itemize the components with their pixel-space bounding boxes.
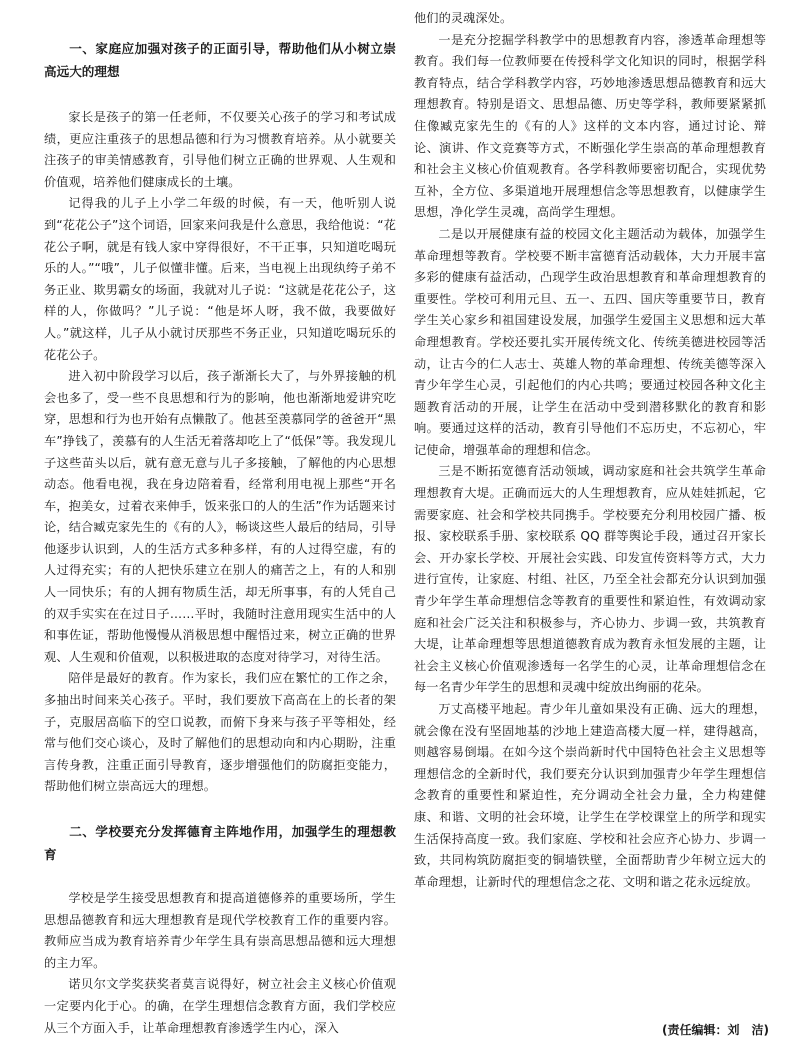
section-heading-1: 一、家庭应加强对孩子的正面引导，帮助他们从小树立崇高远大的理想 xyxy=(44,41,396,79)
top-margin xyxy=(44,0,396,37)
section-gap xyxy=(44,798,396,820)
heading-gap xyxy=(44,83,396,107)
top-margin-right xyxy=(414,0,766,8)
editor-credit: (责任编辑：刘 洁) xyxy=(662,1023,769,1037)
paragraph-companionship: 陪伴是最好的教育。作为家长，我们应在繁忙的工作之余，多抽出时间来关心孩子。平时，我们要放下高高在上的长者的架子，克服居高临下的空口说教，而俯下身来与孩子平等相处，经常与他们交心谈心，及时了解他们的思想动向和内心期盼，注重言传身教，注重正面引导教育，逐步增强他们的防腐拒变能力，帮助他们树立崇高远大的理想。 xyxy=(44,671,396,794)
paragraph-conclusion: 万丈高楼平地起。青少年儿童如果没有正确、远大的理想，就会像在没有坚固地基的沙地上建造高楼大厦一样，建得越高，则越容易倒塌。在如今这个崇尚新时代中国特色社会主义思想等理想信念的全新时代，我们要充分认识到加强青少年学生理想信念教育的重要性和紧迫性，充分调动全社会力量，全力构建健康、和谐、文明的社会环境，让学生在学校课堂上的所学和现实生活保持高度一致。我们家庭、学校和社会应齐心协力、步调一致，共同构筑防腐拒变的铜墙铁壁，全面帮助青少年树立远大的革命理想，让新时代的理想信念之花、文明和谐之花永远绽放。 xyxy=(414,702,766,889)
paragraph-playboy-story: 记得我的儿子上小学二年级的时候，有一天，他听别人说到“花花公子”这个词语，回家来问我是什么意思，我给他说：“花花公子啊，就是有钱人家中穿得很好，不干正事，只知道吃喝玩乐的人。”“哦”，儿子似懂非懂。后来，当电视上出现纨绔子弟不务正业、欺男霸女的场面，我就对儿子说：“这就是花花公子，这样的人，你做吗？”儿子说：“他是坏人呀，我不做，我要做好人。”就这样，儿子从小就讨厌那些不务正业，只知道吃喝玩乐的花花公子。 xyxy=(44,196,396,362)
paragraph-point-three: 三是不断拓宽德育活动领域，调动家庭和社会共筑学生革命理想教育大堤。正确而远大的人生理想教育，应从娃娃抓起，它需要家庭、社会和学校共同携手。学校要充分利用校园广播、板报、家校联系手册、家校联系 QQ 群等舆论手段，通过召开家长会、开办家长学校、开展社会实践、印发宣传资料等方式，大力进行宣传，让家庭、村组、社区，乃至全社会都充分认识到加强青少年学生革命理想信念等教育的重要性和紧迫性，有效调动家庭和社会广泛关注和积极参与，齐心协力、步调一致，共筑教育大堤，让革命理想等思想道德教育成为教育永恒发展的主题，让社会主义核心价值观渗透每一名学生的心灵，让革命理想信念在每一名青少年学生的思想和灵魂中绽放出绚丽的花朵。 xyxy=(414,464,766,695)
paragraph-point-two: 二是以开展健康有益的校园文化主题活动为载体，加强学生革命理想等教育。学校要不断丰富德育活动载体，大力开展丰富多彩的健康有益活动，凸现学生政治思想教育和革命理想教育的重要性。学校可利用元旦、五一、五四、国庆等重要节日，教育学生关心家乡和祖国建设发展，加强学生爱国主义思想和远大革命理想教育。学校还要扎实开展传统文化、传统美德进校园等活动，让古今的仁人志士、英雄人物的革命理想、传统美德等深入青少年学生心灵，引起他们的内心共鸣；要通过校园各种文化主题教育活动的开展，让学生在活动中受到潜移默化的教育和影响。要通过这样的活动，教育引导他们不忘历史，不忘初心，牢记使命，增强革命的理想和信念。 xyxy=(414,226,766,457)
paragraph-parents-first-teacher: 家长是孩子的第一任老师，不仅要关心孩子的学习和考试成绩，更应注重孩子的思想品德和行为习惯教育培养。从小就要关注孩子的审美情感教育，引导他们树立正确的世界观、人生观和价值观，培养他们健康成长的土壤。 xyxy=(44,110,396,189)
paragraph-moyan-quote: 诺贝尔文学奖获奖者莫言说得好，树立社会主义核心价值观一定要内化于心。的确，在学生理想信念教育方面，我们学校应从三个方面入手，让革命理想教育渗透学生内心，深入 xyxy=(44,977,396,1035)
paragraph-continuation: 他们的灵魂深处。 xyxy=(414,11,513,25)
paragraph-point-one: 一是充分挖掘学科教学中的思想教育内容，渗透革命理想等教育。我们每一位教师要在传授科学文化知识的同时，根据学科教育特点，结合学科教学内容，巧妙地渗透思想品德教育和远大理想教育。特别是语文、思想品德、历史等学科，教师要紧紧抓住像臧克家先生的《有的人》这样的文本内容，通过讨论、辩论、演讲、作文竞赛等方式，不断强化学生崇高的革命理想教育和社会主义核心价值观教育。各学科教师要密切配合，实现优势互补，全方位、多渠道地开展理想信念等思想教育，以健康学生思想，净化学生灵魂，高尚学生理想。 xyxy=(414,32,766,220)
paragraph-middle-school: 进入初中阶段学习以后，孩子渐渐长大了，与外界接触的机会也多了，受一些不良思想和行为的影响，他也渐渐地爱讲究吃穿，思想和行为也开始有点懒散了。他甚至羡慕同学的爸爸开“黑车”挣钱了，羡慕有的人生活无着落却吃上了“低保”等。我发现儿子这些苗头以后，就有意无意与儿子多接触，了解他的内心思想动态。他看电视，我在身边陪着看，经常利用电视上那些“开名车，抱美女，过着衣来伸手，饭来张口的人的生活”作为话题来讨论，结合臧克家先生的《有的人》，畅谈这些人最后的结局，引导他逐步认识到，人的生活方式多种多样，有的人过得空虚，有的人过得充实；有的人把快乐建立在别人的痛苦之上，有的人和别人一同快乐；有的人拥有物质生活，却无所事事，有的人凭自己的双手实实在在过日子……平时，我随时注意用现实生活中的人和事佐证，帮助他慢慢从消极思想中醒悟过来，树立正确的世界观、人生观和价值观，以积极进取的态度对待学习，对待生活。 xyxy=(44,369,396,664)
left-column xyxy=(44,0,396,1039)
paragraph-school-role: 学校是学生接受思想教育和提高道德修养的重要场所，学生思想品德教育和远大理想教育是现代学校教育工作的重要内容。教师应当成为教育培养青少年学生具有崇高思想品德和远大理想的主力军。 xyxy=(44,891,396,970)
right-column xyxy=(414,0,766,893)
section-heading-2: 二、学校要充分发挥德育主阵地作用，加强学生的理想教育 xyxy=(44,824,396,862)
heading-gap-2 xyxy=(44,866,396,888)
